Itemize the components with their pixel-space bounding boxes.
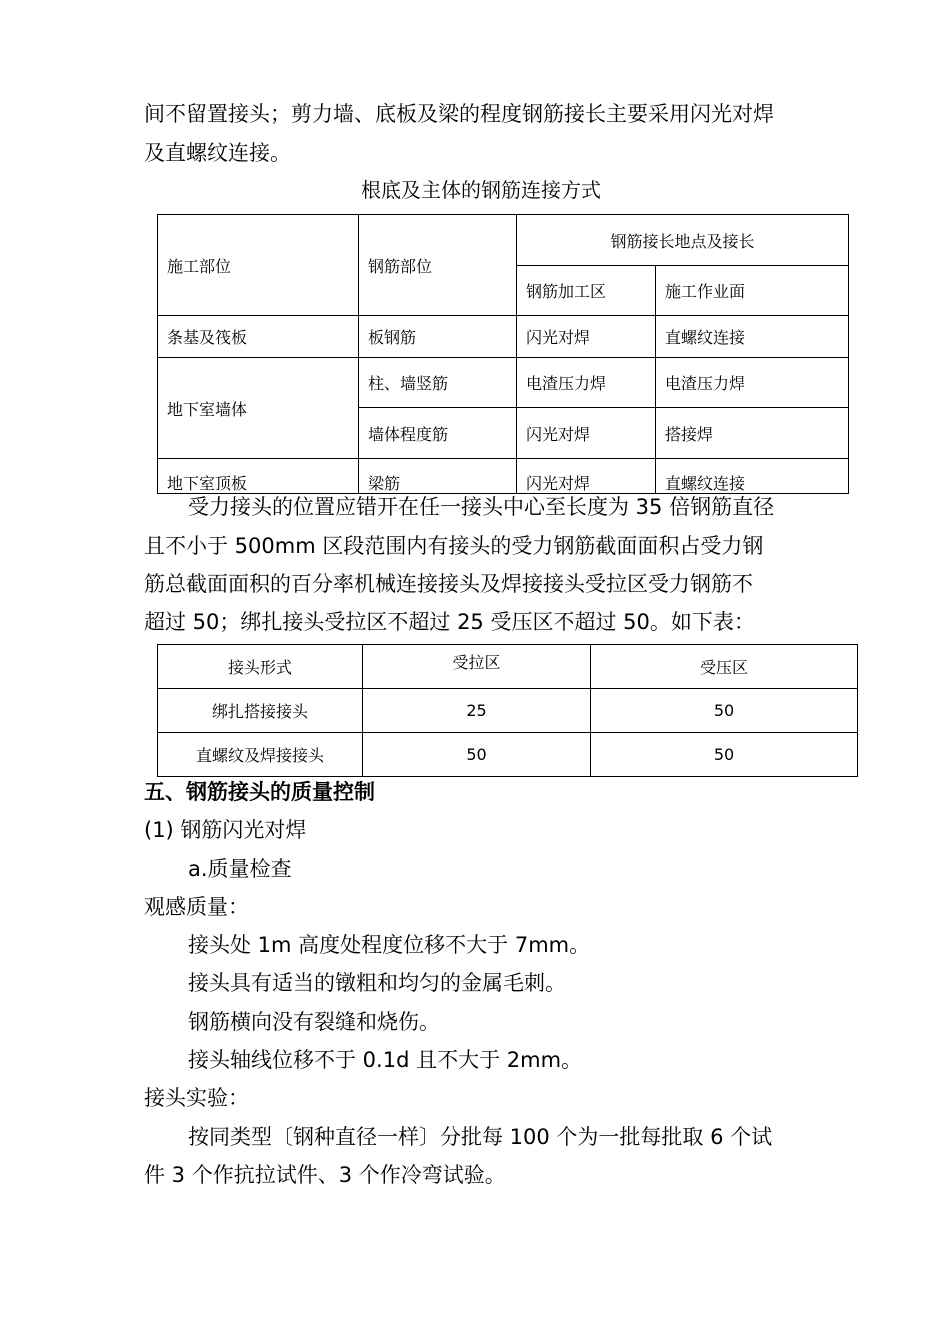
label: 接头实验： <box>144 1086 249 1110</box>
subsection-title: (1) 钢筋闪光对焊 <box>144 818 307 842</box>
table-cell: 直螺纹及焊接接头 <box>157 732 363 777</box>
header-cell: 钢筋部位 <box>358 214 517 316</box>
table-cell: 地下室顶板 <box>157 458 359 494</box>
table-cell: 50 <box>590 688 858 733</box>
table-cell: 梁筋 <box>358 458 517 494</box>
paragraph-line: 超过 50；绑扎接头受拉区不超过 25 受压区不超过 50。如下表： <box>144 610 755 634</box>
header-cell: 受拉区 <box>362 644 591 689</box>
table-cell: 直螺纹连接 <box>655 315 849 358</box>
header-cell: 钢筋加工区 <box>516 265 656 316</box>
table-cell: 地下室墙体 <box>157 357 359 459</box>
table-cell: 直螺纹连接 <box>655 458 849 494</box>
table-cell: 墙体程度筋 <box>358 407 517 459</box>
header-cell: 受压区 <box>590 644 858 689</box>
table-cell: 50 <box>590 732 858 777</box>
paragraph-line: 按同类型〔钢种直径一样〕分批每 100 个为一批每批取 6 个试 <box>188 1125 773 1149</box>
table-cell: 柱、墙竖筋 <box>358 357 517 408</box>
subsection-item: a.质量检查 <box>188 857 292 881</box>
list-item: 接头轴线位移不于 0.1d 且不大于 2mm。 <box>188 1048 583 1072</box>
paragraph-line: 件 3 个作抗拉试件、3 个作冷弯试验。 <box>144 1163 506 1187</box>
table-cell: 闪光对焊 <box>516 407 656 459</box>
paragraph-line: 受力接头的位置应错开在任一接头中心至长度为 35 倍钢筋直径 <box>188 495 775 519</box>
header-cell: 接头形式 <box>157 644 363 689</box>
table-cell: 闪光对焊 <box>516 458 656 494</box>
table-cell: 50 <box>362 732 591 777</box>
paragraph-line: 筋总截面面积的百分率机械连接接头及焊接接头受拉区受力钢筋不 <box>144 572 753 596</box>
list-item: 钢筋横向没有裂缝和烧伤。 <box>188 1010 440 1034</box>
table-cell: 绑扎搭接接头 <box>157 688 363 733</box>
table-cell: 搭接焊 <box>655 407 849 459</box>
table-cell: 电渣压力焊 <box>655 357 849 408</box>
table-cell: 电渣压力焊 <box>516 357 656 408</box>
label: 观感质量： <box>144 895 249 919</box>
table-caption: 根底及主体的钢筋连接方式 <box>361 178 601 202</box>
section-heading: 五、钢筋接头的质量控制 <box>144 780 375 804</box>
list-item: 接头具有适当的镦粗和均匀的金属毛刺。 <box>188 971 566 995</box>
paragraph-line: 间不留置接头；剪力墙、底板及梁的程度钢筋接长主要采用闪光对焊 <box>144 102 774 126</box>
table-cell: 条基及筏板 <box>157 315 359 358</box>
list-item: 接头处 1m 高度处程度位移不大于 7mm。 <box>188 933 591 957</box>
paragraph-line: 及直螺纹连接。 <box>144 141 291 165</box>
header-group-cell: 钢筋接长地点及接长 <box>516 214 849 266</box>
table-cell: 板钢筋 <box>358 315 517 358</box>
paragraph-line: 且不小于 500mm 区段范围内有接头的受力钢筋截面面积占受力钢 <box>144 534 764 558</box>
header-cell: 施工部位 <box>157 214 359 316</box>
header-cell: 施工作业面 <box>655 265 849 316</box>
table-cell: 闪光对焊 <box>516 315 656 358</box>
table-cell: 25 <box>362 688 591 733</box>
